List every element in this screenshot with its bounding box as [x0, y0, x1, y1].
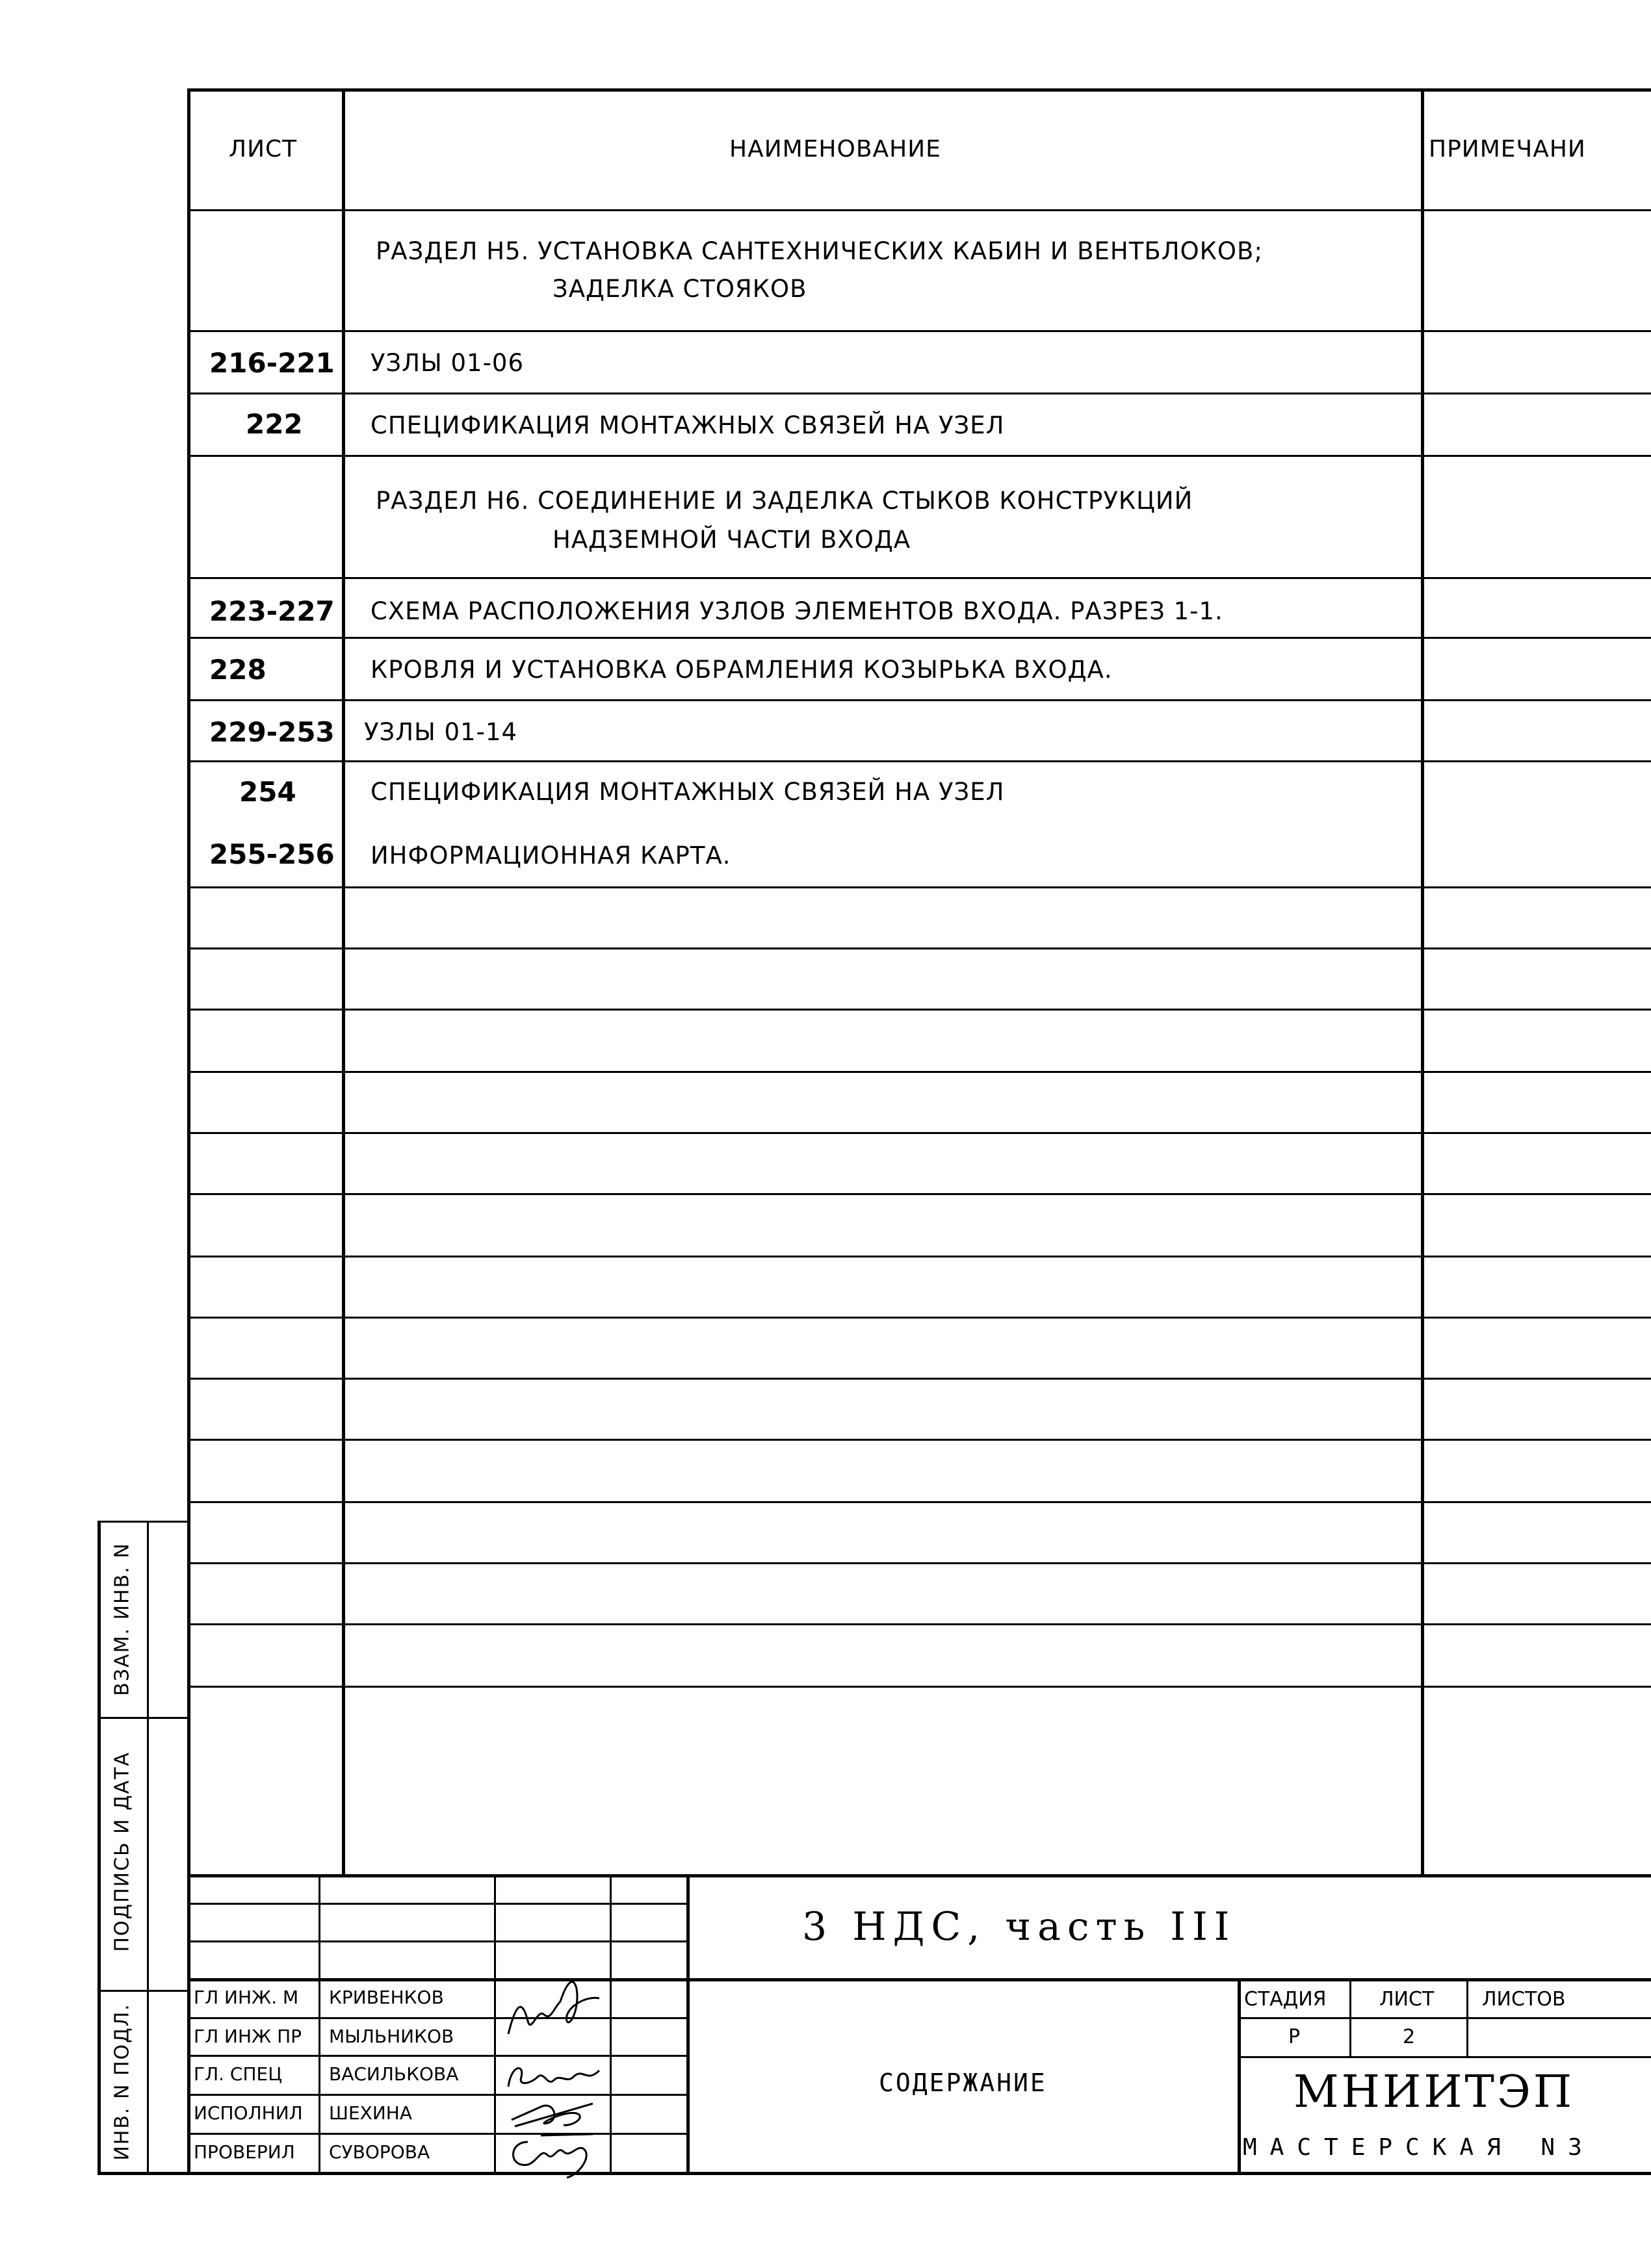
rule: [147, 1521, 149, 2172]
rule: [187, 330, 1651, 332]
inv-original-label: ИНВ. N ПОДЛ.: [110, 2003, 134, 2161]
organisation-name: МНИИТЭП: [1294, 2067, 1575, 2118]
rule: [187, 577, 1651, 579]
rule: [1349, 1978, 1351, 2056]
rule: [187, 947, 1651, 949]
sheet-number: 229-253: [209, 716, 335, 748]
rule: [187, 2017, 688, 2019]
rule: [187, 1978, 1651, 1981]
rule: [342, 88, 345, 1875]
section-title: РАЗДЕЛ Н5. УСТАНОВКА САНТЕХНИЧЕСКИХ КАБИН И ВЕНТБЛОКОВ;: [376, 237, 1263, 265]
signature-suvor: [502, 2129, 606, 2181]
rule: [187, 1256, 1651, 1257]
item-name: ИНФОРМАЦИОННАЯ КАРТА.: [370, 842, 731, 870]
item-name: СПЕЦИФИКАЦИЯ МОНТАЖНЫХ СВЯЗЕЙ НА УЗЕЛ: [370, 411, 1005, 439]
note-column-header: ПРИМЕЧАНИ: [1429, 136, 1586, 162]
sheet-number: 228: [209, 654, 266, 686]
rule: [686, 1874, 690, 2172]
rule: [187, 2055, 688, 2057]
rule: [187, 1317, 1651, 1319]
rule: [187, 2133, 688, 2135]
rule: [187, 393, 1651, 394]
rule: [187, 209, 1651, 211]
rule: [187, 1623, 1651, 1625]
rule: [187, 1009, 1651, 1011]
item-name: КРОВЛЯ И УСТАНОВКА ОБРАМЛЕНИЯ КОЗЫРЬКА ВХОДА.: [370, 656, 1113, 684]
signature-vasil: [502, 2057, 606, 2096]
rule: [187, 1132, 1651, 1134]
rule: [1466, 1978, 1468, 2056]
project-code: 3 НДС, часть III: [802, 1904, 1236, 1950]
section-title-continuation: НАДЗЕМНОЙ ЧАСТИ ВХОДА: [552, 526, 911, 554]
rule: [187, 886, 1651, 888]
rule: [187, 1874, 1651, 1877]
role-label: ПРОВЕРИЛ: [194, 2141, 295, 2163]
rule: [494, 1874, 496, 2172]
vzam-inv-label: ВЗАМ. ИНВ. N: [110, 1542, 134, 1696]
organisation-workshop: МАСТЕРСКАЯ N3: [1243, 2134, 1595, 2161]
rule: [187, 1193, 1651, 1195]
role-label: ГЛ ИНЖ. М: [194, 1987, 299, 2008]
item-name: СПЕЦИФИКАЦИЯ МОНТАЖНЫХ СВЯЗЕЙ НА УЗЕЛ: [370, 778, 1005, 806]
role-label: ГЛ ИНЖ ПР: [194, 2026, 302, 2047]
rule: [187, 1378, 1651, 1380]
person-name: ВАСИЛЬКОВА: [329, 2063, 459, 2085]
person-name: СУВОРОВА: [329, 2141, 430, 2163]
signature-shekh: [502, 2094, 606, 2133]
sheet-label: ЛИСТ: [1379, 1988, 1435, 2011]
rule: [187, 455, 1651, 457]
document-title: СОДЕРЖАНИЕ: [879, 2068, 1047, 2097]
rule: [187, 1562, 1651, 1564]
rule: [1238, 1978, 1241, 2172]
section-title: РАЗДЕЛ Н6. СОЕДИНЕНИЕ И ЗАДЕЛКА СТЫКОВ КОНСТРУКЦИЙ: [376, 487, 1193, 515]
rule: [1238, 2017, 1651, 2019]
rule: [98, 1521, 101, 2172]
rule: [187, 1903, 688, 1905]
rule: [187, 699, 1651, 701]
rule: [187, 637, 1651, 639]
role-label: ГЛ. СПЕЦ: [194, 2063, 282, 2085]
item-name: УЗЛЫ 01-14: [364, 718, 518, 746]
person-name: КРИВЕНКОВ: [329, 1987, 444, 2008]
rule: [187, 88, 190, 2172]
sheet-number: 255-256: [209, 838, 335, 870]
stage-value: Р: [1288, 2026, 1301, 2048]
rule: [98, 2172, 1651, 2175]
stage-label: СТАДИЯ: [1244, 1988, 1327, 2011]
name-column-header: НАИМЕНОВАНИЕ: [729, 136, 941, 162]
signature-kriven: [502, 1969, 606, 2047]
rule: [1238, 2056, 1651, 2058]
sheet-number: 254: [239, 776, 296, 808]
rule: [187, 1686, 1651, 1688]
rule: [187, 88, 1651, 92]
rule: [187, 1501, 1651, 1503]
rule: [98, 1717, 188, 1719]
sheet-number: 216-221: [209, 347, 335, 379]
rule: [187, 1439, 1651, 1441]
sheet-value: 2: [1403, 2026, 1416, 2048]
role-label: ИСПОЛНИЛ: [194, 2102, 303, 2124]
rule: [318, 1874, 320, 2172]
rule: [187, 1940, 688, 1942]
sheet-column-header: ЛИСТ: [229, 136, 298, 162]
signature-date-label: ПОДПИСЬ И ДАТА: [110, 1751, 134, 1952]
item-name: УЗЛЫ 01-06: [370, 349, 525, 377]
rule: [187, 760, 1651, 762]
sheets-label: ЛИСТОВ: [1482, 1988, 1566, 2011]
person-name: МЫЛЬНИКОВ: [329, 2026, 454, 2047]
sheet-number: 222: [246, 408, 303, 440]
rule: [1421, 88, 1424, 1875]
section-title-continuation: ЗАДЕЛКА СТОЯКОВ: [552, 275, 807, 303]
rule: [610, 1874, 612, 2172]
sheet-number: 223-227: [209, 595, 335, 627]
person-name: ШЕХИНА: [329, 2102, 412, 2124]
rule: [187, 2094, 688, 2096]
item-name: СХЕМА РАСПОЛОЖЕНИЯ УЗЛОВ ЭЛЕМЕНТОВ ВХОДА. РАЗРЕЗ 1-1.: [370, 597, 1223, 625]
rule: [187, 1071, 1651, 1073]
